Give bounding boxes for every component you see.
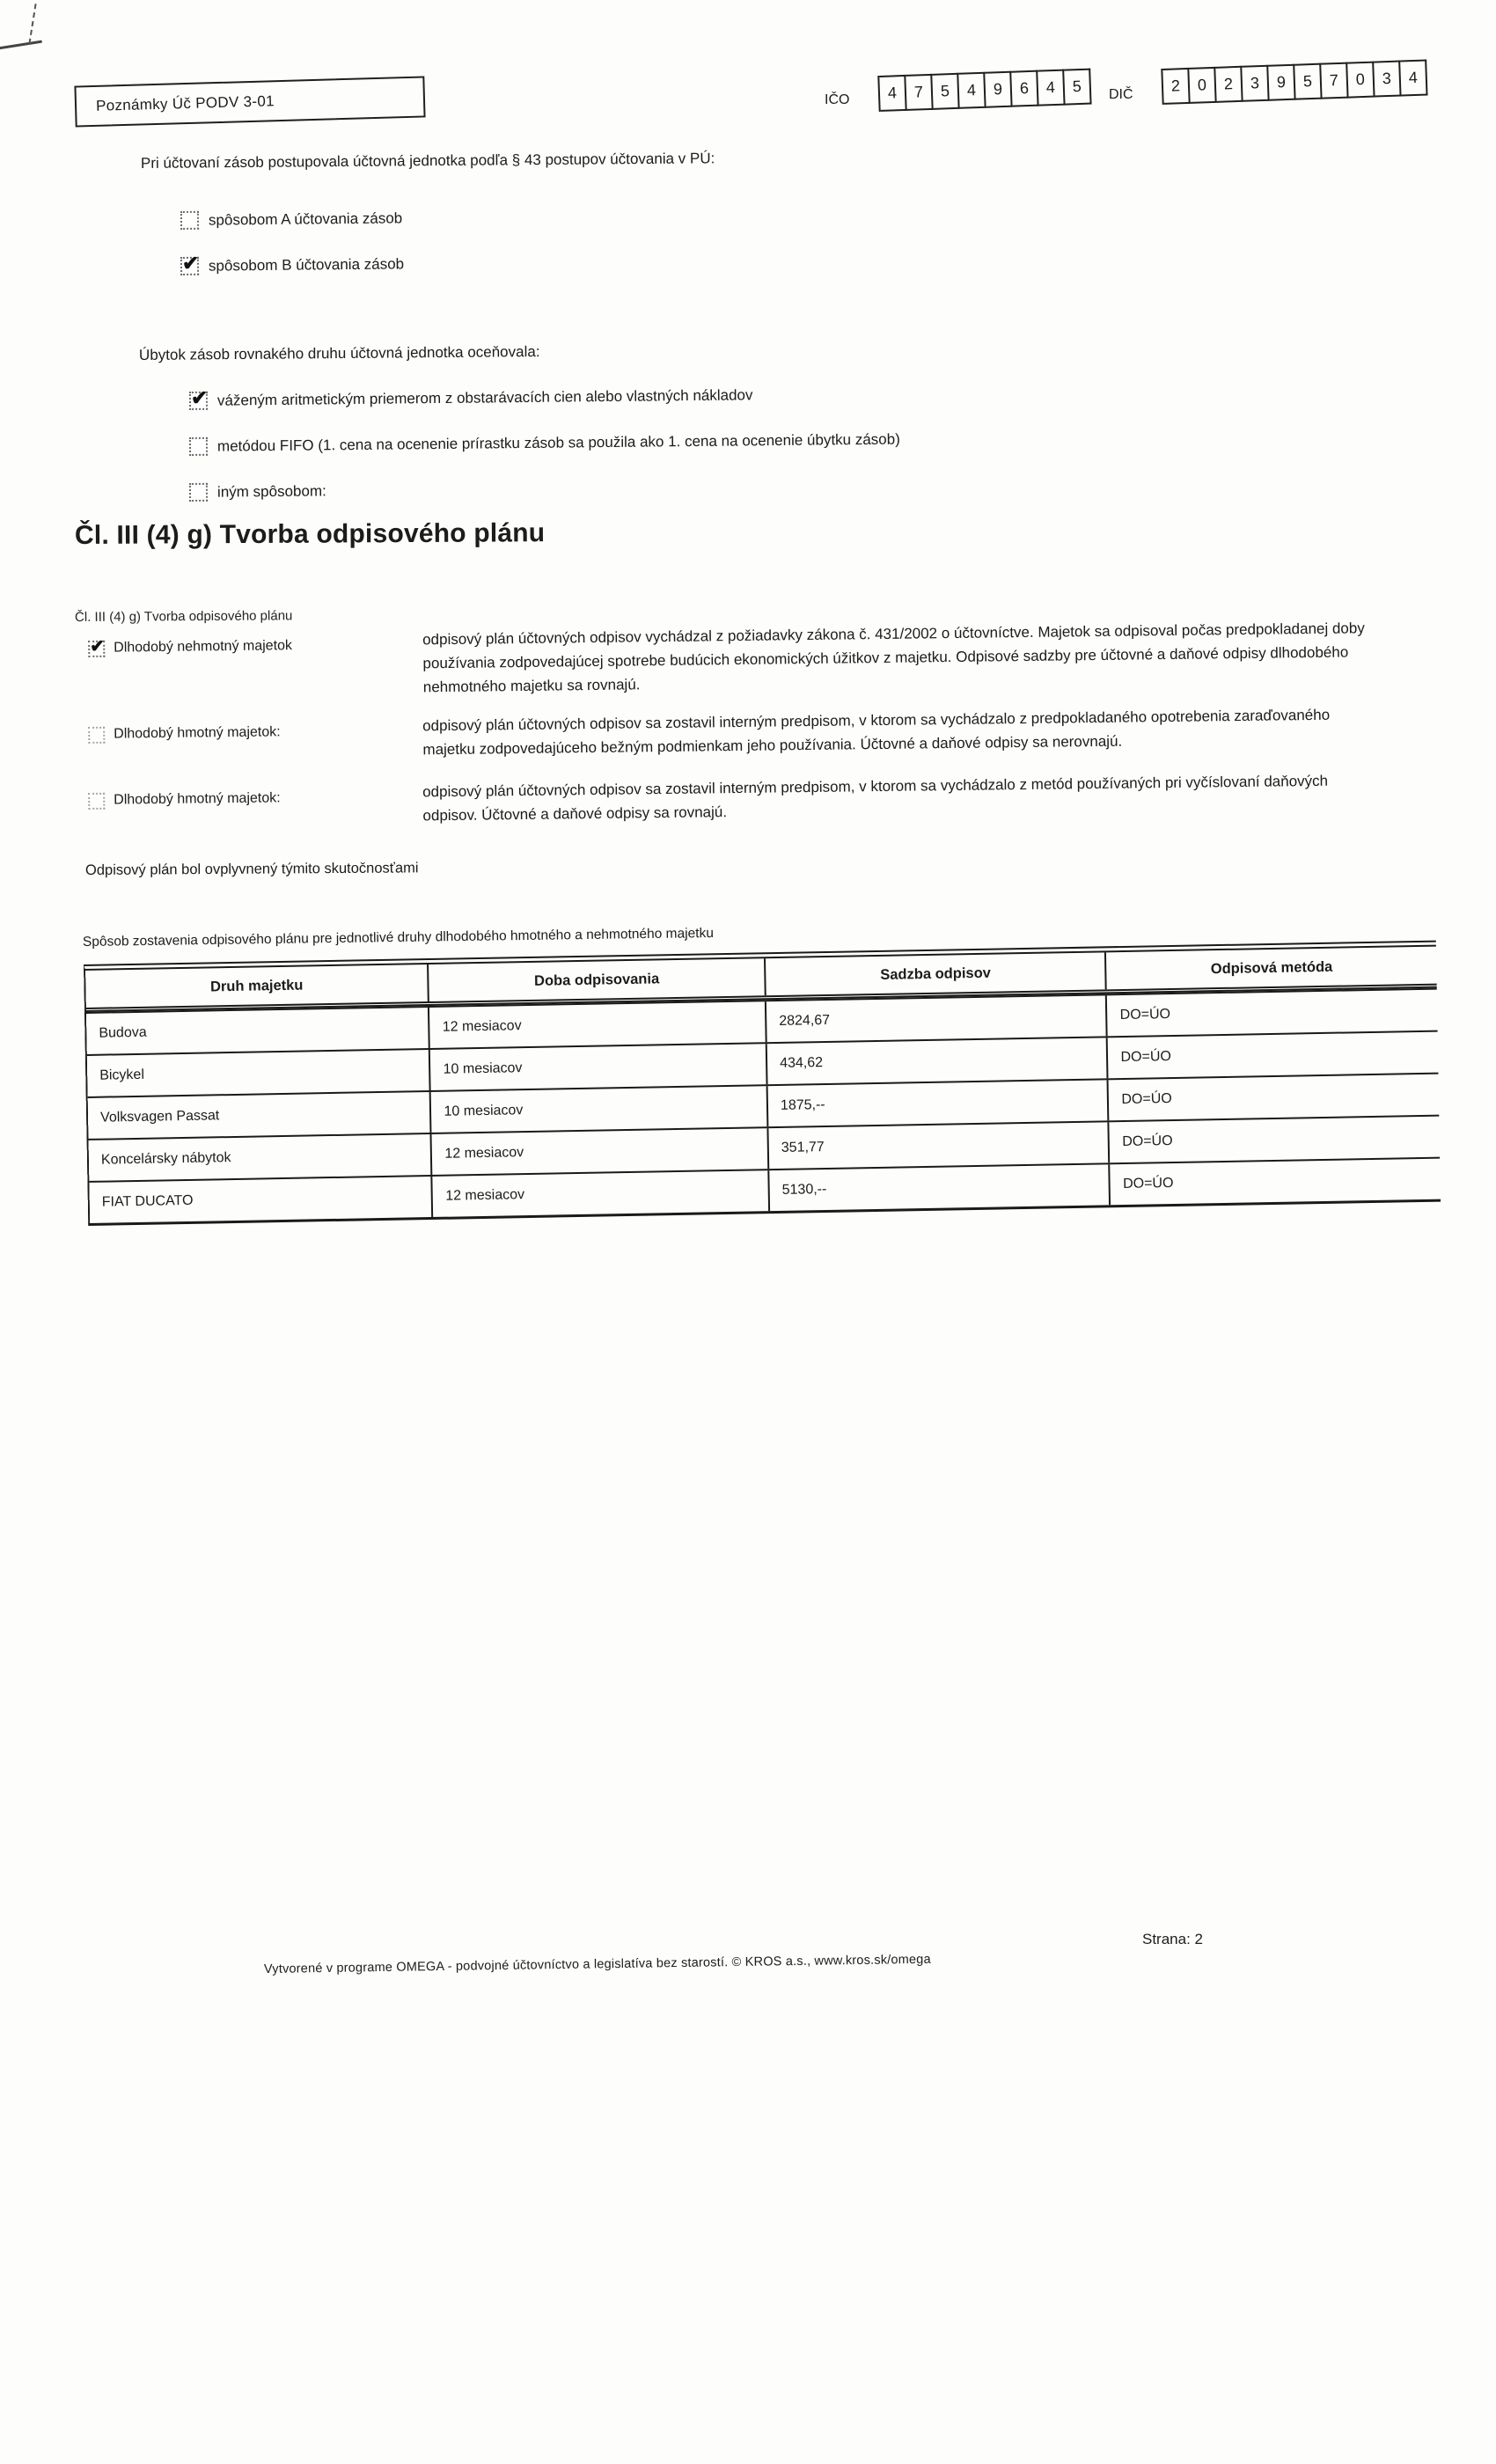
dic-digit: 4 (1400, 59, 1427, 96)
scan-artifact-line (0, 40, 42, 51)
dic-digit-boxes (1161, 59, 1427, 105)
dic-digit: 5 (1294, 63, 1322, 100)
table-cell: Budova (86, 1008, 430, 1054)
option-label: iným spôsobom: (216, 481, 326, 501)
valuation-intro: Úbytok zásob rovnakého druhu účtovná jednotka oceňovala: (138, 343, 540, 363)
option-label: spôsobom B účtovania zásob (208, 254, 405, 275)
table-cell: FIAT DUCATO (89, 1177, 433, 1223)
table-cell: 434,62 (767, 1038, 1109, 1084)
depreciation-table (84, 941, 1441, 1226)
dic-digit: 9 (1268, 64, 1295, 101)
inventory-intro: Pri účtovaní zásob postupovala účtovná jednotka podľa § 43 postupov účtovania v PÚ: (140, 150, 715, 172)
table-cell: 2824,67 (766, 995, 1108, 1042)
checkbox-unchecked-icon (180, 211, 199, 230)
footer-credit: Vytvorené v programe OMEGA - podvojné účtovníctvo a legislatíva bez starostí. © KROS a.s., www.kros.sk/omega (263, 1952, 931, 1976)
dic-label: DIČ (1109, 87, 1133, 102)
checkbox-checked-icon: ✔ (190, 385, 209, 409)
dic-digit: 3 (1374, 61, 1401, 98)
dep-item-text: odpisový plán účtovných odpisov sa zostavil interným predpisom, v ktorom sa vychádzalo z metód používaných pri vyčíslovaní daňových odpisov. Účtovné a daňové odpisy sa rovnajú. (422, 772, 1329, 825)
table-cell: Bicykel (87, 1050, 431, 1096)
table-cell: 10 mesiacov (431, 1086, 768, 1133)
table-caption: Spôsob zostavenia odpisového plánu pre jednotlivé druhy dlhodobého hmotného a nehmotného majetku (82, 925, 715, 950)
section-title: Čl. III (4) g) Tvorba odpisového plánu (74, 518, 546, 550)
dep-item-label: Dlhodobý hmotný majetok: (114, 790, 281, 808)
dep-item-label-group (88, 627, 423, 703)
ico-digit: 6 (1011, 70, 1038, 107)
ico-digit: 4 (958, 72, 986, 109)
option-sposob-b (180, 251, 405, 275)
checkbox-unchecked-icon (88, 727, 105, 744)
ico-digit-boxes (877, 69, 1091, 112)
dep-item-hmotny-majetok-1 (88, 701, 1462, 766)
ico-digit: 5 (932, 73, 959, 110)
table-header-druh-majetku: Druh majetku (85, 964, 429, 1008)
option-sposob-a (180, 209, 402, 230)
table-cell: DO=ÚO (1120, 1049, 1172, 1066)
table-header-sadzba-odpisov: Sadzba odpisov (766, 952, 1107, 995)
checkbox-checked-icon: ✔ (181, 251, 200, 275)
dic-digit: 2 (1215, 66, 1243, 103)
table-cell: 5130,-- (769, 1164, 1111, 1211)
dep-item-text: odpisový plán účtovných odpisov sa zostavil interným predpisom, v ktorom sa vychádzalo z predpokladaného opotrebenia zaraďovaného majetku zodpovedajúceho bežným podmienkam jeho používania. Účtovné a daňové odpisy sa nerovnajú. (422, 706, 1331, 759)
dic-digit: 7 (1321, 62, 1348, 99)
form-label: Poznámky Úč PODV 3-01 (95, 92, 275, 114)
dep-item-label: Dlhodobý nehmotný majetok (114, 638, 293, 656)
dic-digit: 2 (1162, 68, 1190, 105)
ico-digit: 7 (906, 74, 933, 111)
dic-digit: 3 (1242, 65, 1269, 102)
influence-note: Odpisový plán bol ovplyvnený týmito skutočnosťami (84, 860, 419, 878)
ico-digit: 5 (1064, 69, 1091, 106)
dep-item-label: Dlhodobý hmotný majetok: (114, 724, 281, 742)
option-fifo (189, 430, 900, 456)
option-label: metódou FIFO (1. cena na ocenenie prírastku zásob sa použila ako 1. cena na ocenenie úbytku zásob) (216, 430, 900, 455)
option-vazeny-priemer (189, 385, 753, 410)
form-label-box (74, 76, 425, 127)
ico-label: IČO (825, 92, 850, 107)
checkbox-unchecked-icon (189, 483, 208, 502)
dic-digit: 0 (1189, 67, 1216, 104)
dep-item-nehmotny-majetok (88, 615, 1462, 703)
table-cell: 351,77 (768, 1122, 1110, 1169)
option-label: spôsobom A účtovania zásob (208, 209, 403, 229)
scan-artifact-fold-mark (28, 4, 36, 44)
dep-item-hmotny-majetok-2 (88, 767, 1462, 832)
table-cell: 10 mesiacov (430, 1044, 767, 1090)
table-cell: DO=ÚO (1119, 1007, 1171, 1023)
option-iny-sposob (189, 481, 326, 502)
option-label: váženým aritmetickým priemerom z obstarávacích cien alebo vlastných nákladov (216, 385, 753, 409)
table-cell: DO=ÚO (1122, 1133, 1173, 1150)
dep-item-text: odpisový plán účtovných odpisov vychádzal z požiadavky zákona č. 431/2002 o účtovníctve. Majetok sa odpisoval počas predpokladanej doby používania zodpovedajúcej spotrebe budúcich ekonomických úžitkov z majetku. Odpisové sadzby pre účtovné a daňové odpisy dlhodobého nehmotného majetku sa rovnajú. (422, 620, 1365, 696)
table-cell: 12 mesiacov (432, 1128, 769, 1175)
checkbox-unchecked-icon (189, 437, 208, 456)
checkbox-unchecked-icon (88, 793, 105, 810)
table-cell: Koncelársky nábytok (89, 1134, 433, 1181)
checkbox-checked-icon: ✔ (90, 636, 106, 656)
table-cell: DO=ÚO (1122, 1175, 1174, 1192)
table-header-odpisova-metoda: Odpisová metóda (1210, 958, 1333, 977)
page-number: Strana: 2 (1142, 1931, 1203, 1947)
section-subtitle: Čl. III (4) g) Tvorba odpisového plánu (74, 608, 293, 625)
table-header-doba-odpisovania: Doba odpisovania (429, 958, 766, 1001)
dep-item-label-group (88, 714, 423, 766)
dic-digit: 0 (1347, 62, 1375, 99)
table-cell: 12 mesiacov (433, 1170, 770, 1217)
dep-item-label-group (88, 780, 423, 832)
ico-digit: 9 (985, 71, 1012, 108)
table-cell: Volksvagen Passat (88, 1092, 432, 1139)
table-cell: DO=ÚO (1121, 1091, 1172, 1108)
ico-digit: 4 (1038, 70, 1065, 106)
ico-digit: 4 (879, 75, 906, 112)
table-cell: 1875,-- (768, 1080, 1110, 1126)
table-cell: 12 mesiacov (429, 1001, 766, 1048)
